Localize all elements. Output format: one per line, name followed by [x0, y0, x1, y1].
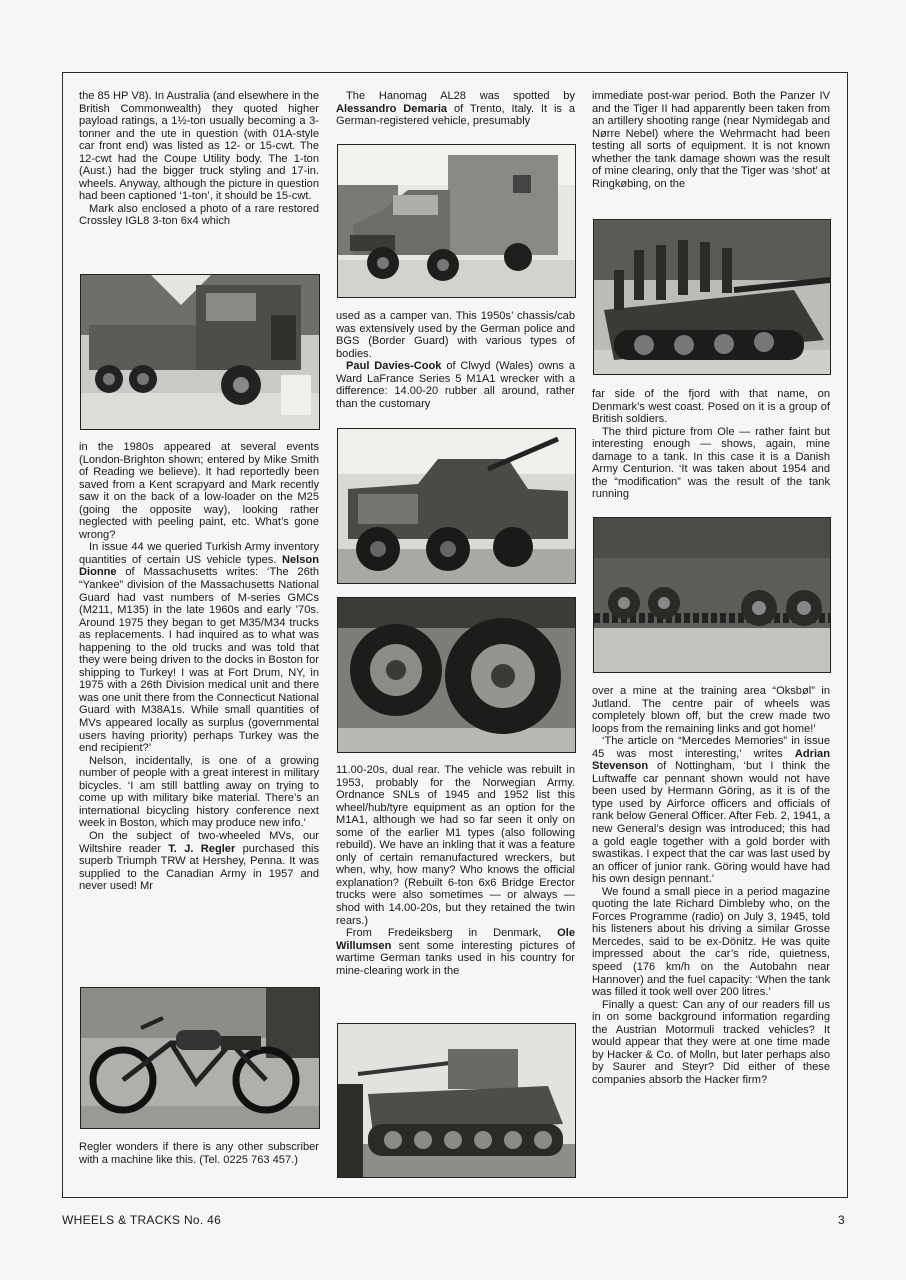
- column-3-b: [592, 388, 830, 501]
- text-run: sent some interesting pictures of wartime German tanks used in his country for mine-clearing work in the: [336, 939, 575, 977]
- column-1-c: [79, 1141, 319, 1166]
- contributor-name: Adrian Stevenson: [592, 747, 830, 773]
- col2-paragraph-1: [336, 90, 575, 128]
- text-run: of Clwyd (Wales) owns a Ward LaFrance Series 5 M1A1 wrecker with a difference: 14.00-20 rubber all around, rather than the customary: [336, 360, 575, 410]
- col1-paragraph-2: Mark also enclosed a photo of a rare restored Crossley IGL8 3-ton 6x4 which: [79, 202, 319, 228]
- photo-ward-lafrance-wrecker: [337, 428, 576, 584]
- col3-paragraph-5: [592, 735, 830, 886]
- col2-paragraph-2: used as a camper van. This 1950s’ chassis/cab was extensively used by the German police and BGS (Border Guard) with various types of bodies.: [336, 310, 575, 360]
- text-run: of Nottingham, ‘but I think the Luftwaffe car pennant shown would not have been used by Hermann Göring, as it is of the type used by Airforce officers and officials of rank below General Officer. After Feb. 2, 1941, a new General’s design was introduced; this had a gold eagle together with a gold border with swastikas. I expect that the car was last used by an officer of junior rank. Göring would have had his own design pennant.’: [592, 760, 830, 886]
- col2-paragraph-5: [336, 927, 575, 977]
- photo-crossley-truck: [80, 274, 320, 430]
- photo-wrecker-wheels: [337, 597, 576, 753]
- col1-paragraph-6: [79, 830, 319, 893]
- col3-paragraph-7: Finally a quest: Can any of our readers fill us in on some background information regarding the Austrian Motormuli tracked vehicles? It would appear that they were at one time made by Hacker & Co. of Molln, but later perhaps also by Saurer and Steyr? Did either of these companies absorb the Hacker firm?: [592, 998, 830, 1086]
- col1-paragraph-7: Regler wonders if there is any other subscriber with a machine like this. (Tel. 0225 763 457.): [79, 1141, 319, 1166]
- col3-paragraph-6: We found a small piece in a period magazine quoting the late Richard Dimbleby who, on the Forces Programme (radio) on July 3, 1945, told his listeners about his driving a similar Grosse Mercedes, said to be ex-Dönitz. He was quite impressed about the car’s ride, quietness, speed (176 km/h on the Autobahn near Hannover) and the fuel capacity: ‘When the tank was filled it took well over 200 litres.’: [592, 885, 830, 999]
- col3-paragraph-2: far side of the fjord with that name, on Denmark’s west coast. Posed on it is a group of British soldiers.: [592, 388, 830, 426]
- photo-triumph-motorcycle: [80, 987, 320, 1129]
- text-run: From Fredeiksberg in Denmark,: [346, 927, 542, 940]
- photo-tiger-ii-soldiers: [593, 219, 831, 375]
- photo-hanomag-camper: [337, 144, 576, 298]
- column-3: [592, 90, 830, 190]
- col3-paragraph-1: immediate post-war period. Both the Panzer IV and the Tiger II had apparently been taken from an artillery shooting range (near Nymidegab and Nørre Nebel) where the Wehrmacht had been testing all sorts of equipment. It is not known whether the tank damage shown was the result of mine clearing, only that the Tiger was ‘shot’ at Ringkøbing, on the: [592, 90, 830, 190]
- page-number: 3: [838, 1213, 845, 1227]
- text-run: of Massachusetts writes: ‘The 26th “Yankee” division of the Massachusetts National Guard had vast numbers of M-series GMCs (M211, M135) in the late 1960s and early ’70s. Around 1975 they began to get M35/M34 trucks as replacements. I had inquired as to what was happening to the old trucks and was told that they were being driven to the docks in Boston for shipping to Turkey! I was at Fort Drum, NY, in 1975 with a 26th Division medical unit and there was one unit there from the Connecticut National Guard with M38A1s. While small quantities of MVs appeared locally as surplus (governmental users having priority) perhaps Turkey was the end recipient?’: [79, 566, 319, 755]
- contributor-name: Nelson Dionne: [79, 553, 319, 579]
- contributor-name: T. J. Regler: [168, 842, 236, 855]
- column-1: [79, 90, 319, 228]
- photo-panzer-iv: [337, 1023, 576, 1178]
- column-1-b: [79, 441, 319, 893]
- col3-paragraph-4: over a mine at the training area “Oksbøl” in Jutland. The centre pair of wheels was completely blown off, but the crew made two loops from the remaining links and got home!’: [592, 685, 830, 735]
- text-run: of Trento, Italy. It is a German-registered vehicle, presumably: [336, 102, 575, 128]
- magazine-footer: WHEELS & TRACKS No. 46: [62, 1213, 222, 1227]
- column-2: [336, 90, 575, 128]
- text-run: purchased this superb Triumph TRW at Hershey, Penna. It was supplied to the Canadian Army in 1957 and never used! Mr: [79, 842, 320, 893]
- col2-paragraph-3: [336, 360, 575, 410]
- contributor-name: Paul Davies-Cook: [346, 360, 442, 373]
- text-run: ‘The article on “Mercedes Memories” in issue 45 was most interesting,’ writes: [592, 735, 830, 760]
- text-run: In issue 44 we queried Turkish Army inventory quantities of certain US vehicle types.: [79, 541, 319, 566]
- photo-centurion-mine-damage: [593, 517, 831, 673]
- column-2-b: [336, 310, 575, 410]
- column-3-c: [592, 685, 830, 1087]
- col2-paragraph-4: 11.00-20s, dual rear. The vehicle was rebuilt in 1953, probably for the Norwegian Army. Ordnance SNLs of 1945 and 1952 list this wheel/hub/tyre equipment as an option for the M1A1, although we had so far seen it only on some of the earlier M1 types (also following rebuild). We have an inkling that it was a feature only of certain remanufactured wreckers, but when, why, how many? Who knows the official explanation? (Rebuilt 6-ton 6x6 Bridge Erector trucks were also sometimes — or always — shod with 14.00-20s, but they retained the twin rears.): [336, 764, 575, 927]
- col3-paragraph-3: The third picture from Ole — rather faint but interesting enough — shows, again, mine damage to a tank. In this case it is a Danish Army Centurion. ‘It was taken about 1954 and the “modification” was the result of the tank running: [592, 425, 830, 501]
- col1-paragraph-5: Nelson, incidentally, is one of a growing number of people with a great interest in military bicycles. ‘I am still battling away on trying to come up with military bike material. There’s an international bicycling history conference next week in Boston, which may produce new info.’: [79, 754, 319, 830]
- contributor-name: Alessandro Demaria: [336, 102, 448, 115]
- column-2-c: [336, 764, 575, 977]
- col1-paragraph-3: in the 1980s appeared at several events (London-Brighton shown; entered by Mike Smith of Reading we believe). It had reportedly been saved from a Kent scrapyard and Mark recently saw it on the back of a low-loader on the M25 (going the opposite way), looking rather neglected with peeling paint, etc. What’s gone wrong?: [79, 441, 319, 541]
- text-run: On the subject of two-wheeled MVs, our Wiltshire reader: [79, 829, 319, 855]
- text-run: The Hanomag AL28 was spotted by: [346, 90, 575, 102]
- contributor-name: Ole Willumsen: [336, 927, 576, 952]
- col1-paragraph-4: [79, 541, 319, 754]
- col1-paragraph-1: the 85 HP V8). In Australia (and elsewhere in the British Commonwealth) they quoted higher payload ratings, a 1½-ton usually becoming a 3-tonner and the ute in question (with 01A-style car front end) was listed as 12- or 15-cwt. The 12-cwt had the Coupe Utility body. The 1-ton (Aust.) had the bigger truck styling and 17-in. wheels. Anyway, although the picture in question had been captioned ‘1-ton’, it should be 15-cwt.: [79, 90, 319, 203]
